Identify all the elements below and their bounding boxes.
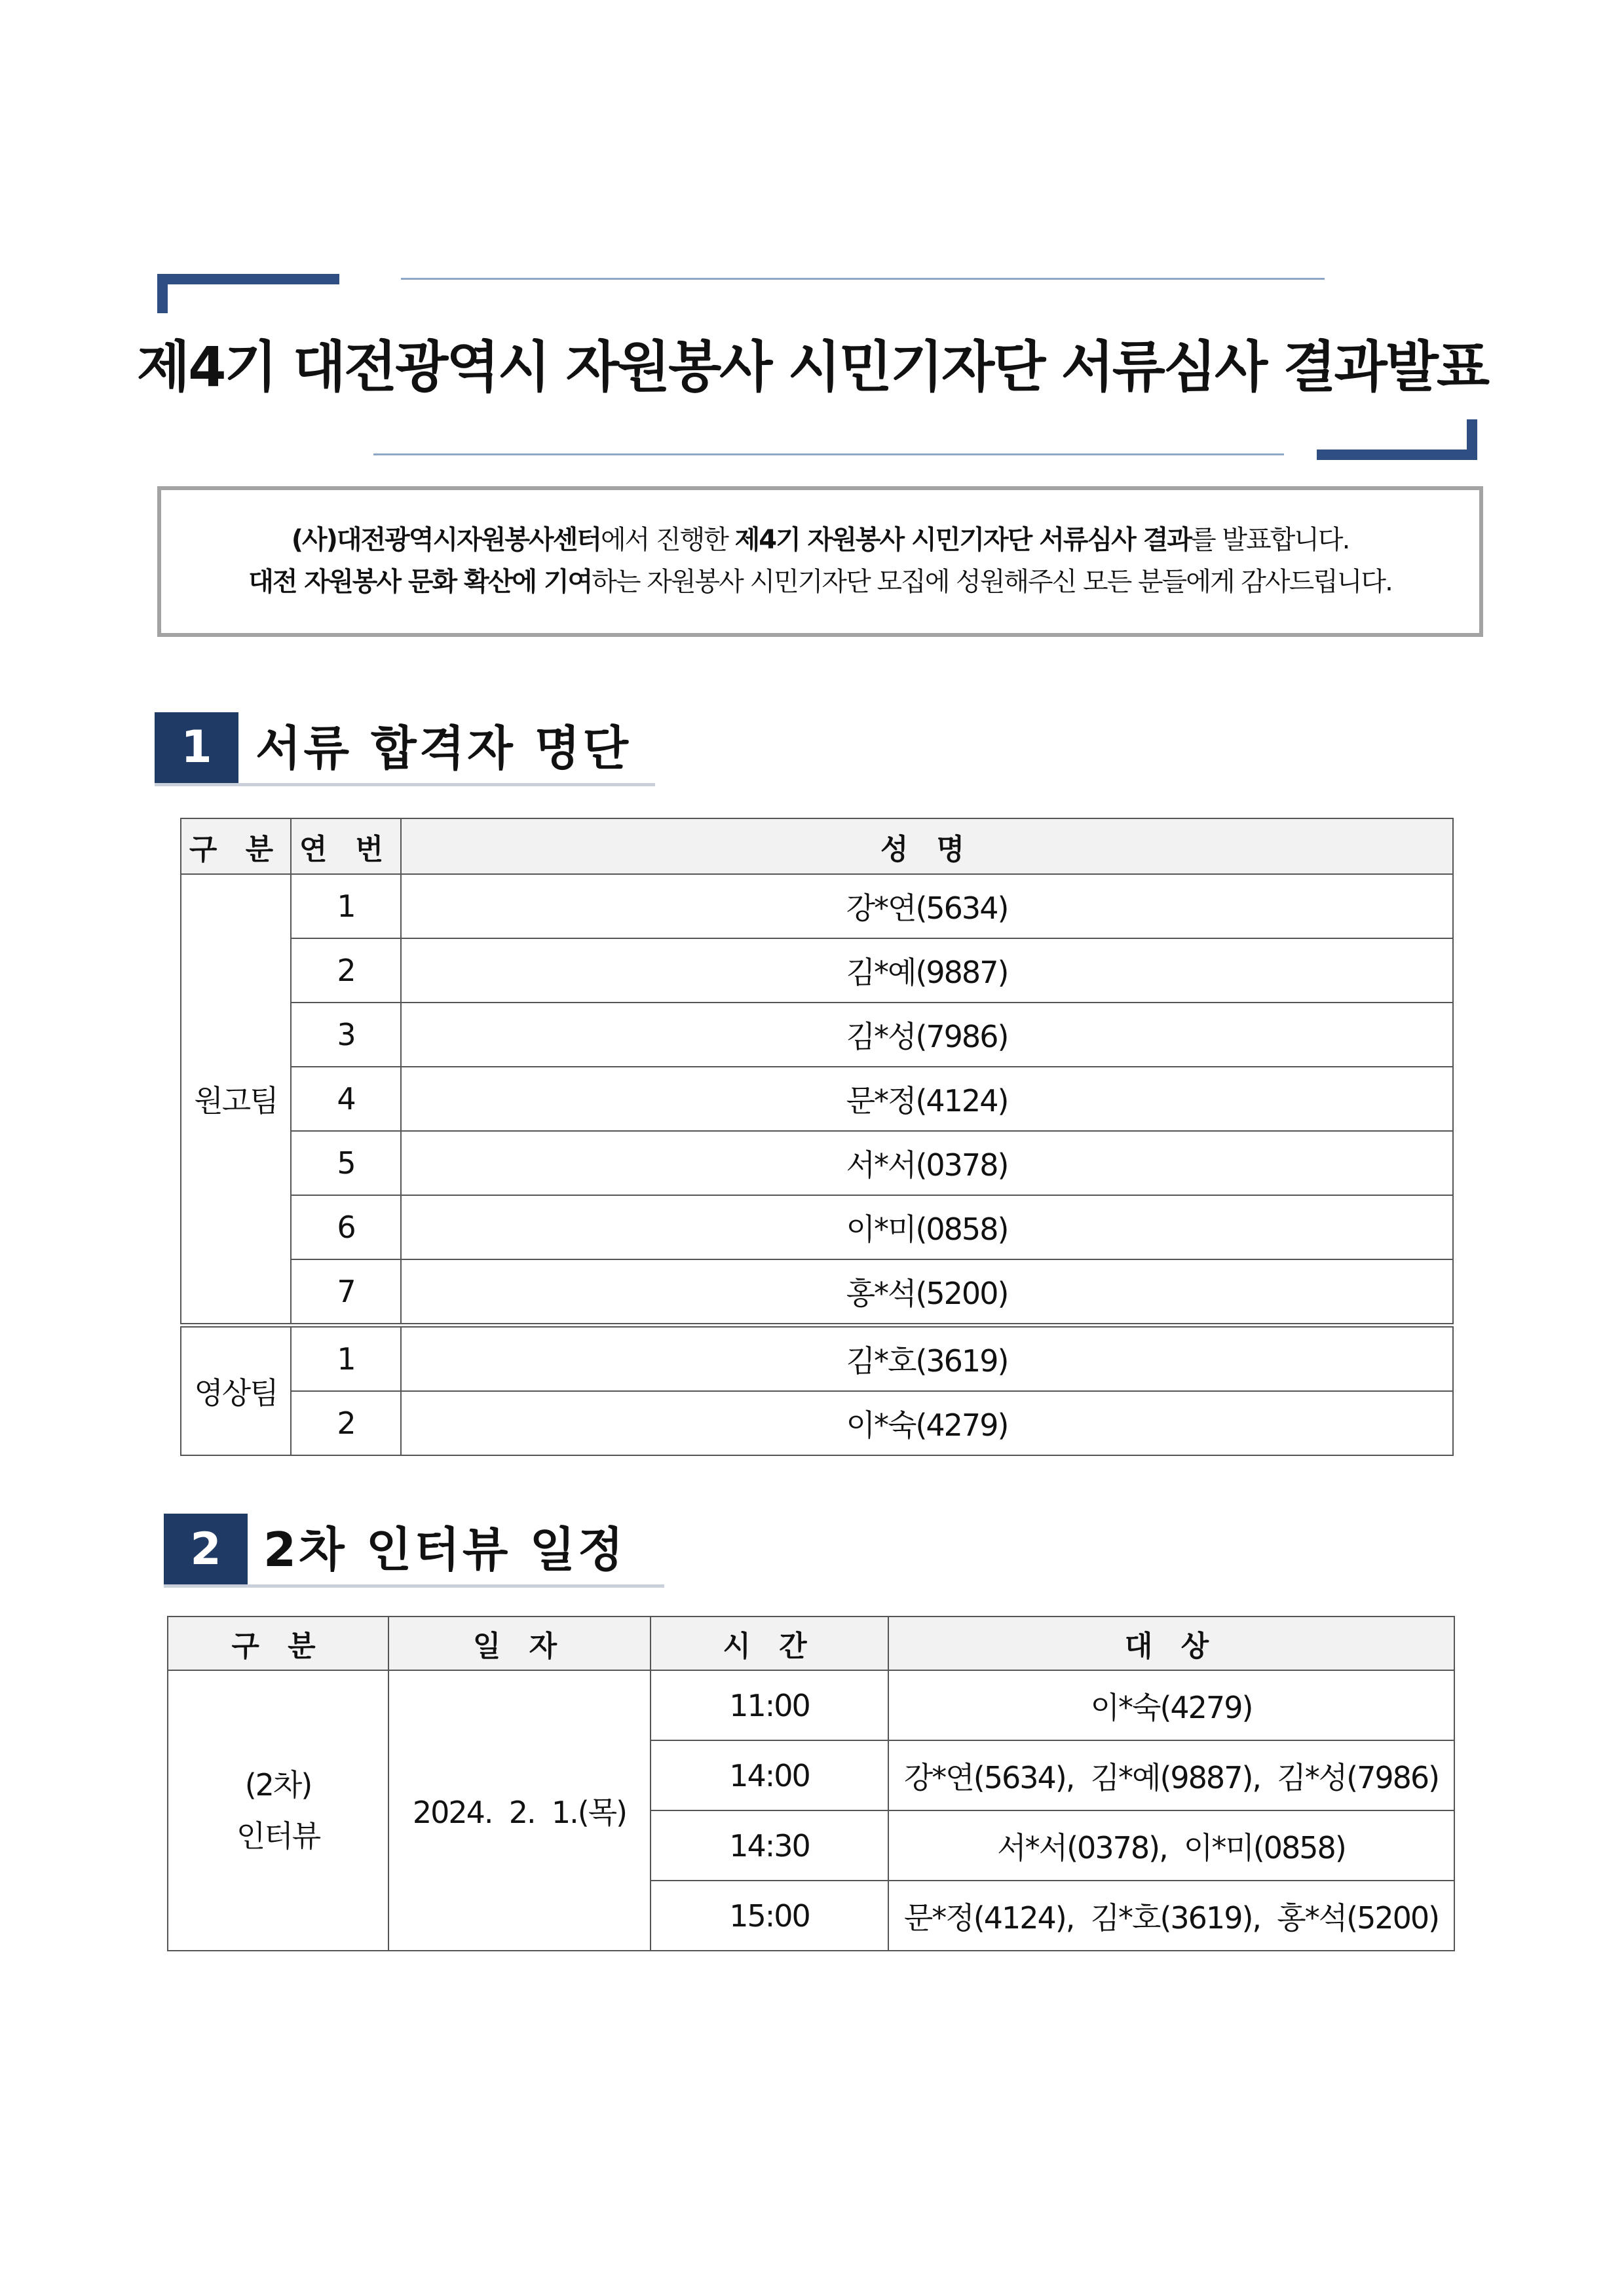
intro-emphasis-2: 제4기 자원봉사 시민기자단 서류심사 결과 (734, 525, 1192, 555)
slot-target: 문*정(4124), 김*호(3619), 홍*석(5200) (888, 1881, 1454, 1951)
header-category: 구 분 (168, 1617, 388, 1670)
header-category: 구 분 (181, 818, 291, 874)
row-name: 강*연(5634) (401, 874, 1453, 938)
intro-text-1: 하는 자원봉사 시민기자단 모집에 성원해주신 모든 분들에게 감사드립니다. (592, 567, 1392, 597)
intro-emphasis-0: 대전 자원봉사 문화 확산에 기여 (248, 567, 592, 597)
document-title: 제4기 대전광역시 자원봉사 시민기자단 서류심사 결과발표 (136, 335, 1488, 399)
row-name: 김*호(3619) (401, 1326, 1453, 1392)
section-2-title: 2차 인터뷰 일정 (263, 1522, 626, 1577)
passer-table (180, 818, 1454, 1456)
title-rule-top (401, 278, 1325, 280)
section-1-number: 1 (155, 712, 238, 783)
table-row (181, 1003, 1453, 1067)
row-name: 문*정(4124) (401, 1067, 1453, 1131)
table-row (181, 874, 1453, 938)
row-number: 7 (291, 1259, 401, 1326)
table-row (181, 1195, 1453, 1259)
header-time: 시 간 (651, 1617, 888, 1670)
row-number: 5 (291, 1131, 401, 1195)
intro-text-3: 를 발표합니다. (1191, 525, 1350, 555)
slot-target: 이*숙(4279) (888, 1670, 1454, 1740)
row-number: 2 (291, 938, 401, 1003)
table-row (181, 1326, 1453, 1392)
title-corner-bottom-horizontal (1317, 450, 1477, 460)
header-name: 성 명 (401, 818, 1453, 874)
interview-table (167, 1616, 1455, 1951)
slot-target: 강*연(5634), 김*예(9887), 김*성(7986) (888, 1740, 1454, 1810)
header-number: 연 번 (291, 818, 401, 874)
row-number: 6 (291, 1195, 401, 1259)
table-row (181, 1067, 1453, 1131)
intro-text-1: 에서 진행한 (600, 525, 735, 555)
row-name: 홍*석(5200) (401, 1259, 1453, 1326)
row-number: 2 (291, 1391, 401, 1455)
intro-line-1 (161, 519, 1479, 561)
title-corner-bottom-vertical (1467, 419, 1477, 460)
row-number: 3 (291, 1003, 401, 1067)
slot-time: 14:30 (651, 1810, 888, 1881)
table-row (181, 1259, 1453, 1326)
title-rule-bottom (373, 453, 1284, 455)
interview-category-line-2: 인터뷰 (236, 1818, 320, 1854)
header-target: 대 상 (888, 1617, 1454, 1670)
section-2-number: 2 (164, 1514, 248, 1586)
row-name: 이*미(0858) (401, 1195, 1453, 1259)
row-number: 1 (291, 874, 401, 938)
table-row (181, 938, 1453, 1003)
table-row (181, 1391, 1453, 1455)
title-corner-top-horizontal (157, 274, 339, 284)
row-name: 김*성(7986) (401, 1003, 1453, 1067)
interview-category (168, 1670, 388, 1951)
intro-box (157, 486, 1483, 637)
intro-emphasis-0: (사)대전광역시자원봉사센터 (291, 525, 601, 555)
passer-table-header (181, 818, 1453, 874)
table-row (181, 1131, 1453, 1195)
row-number: 4 (291, 1067, 401, 1131)
row-name: 서*서(0378) (401, 1131, 1453, 1195)
row-name: 김*예(9887) (401, 938, 1453, 1003)
row-name: 이*숙(4279) (401, 1391, 1453, 1455)
header-date: 일 자 (388, 1617, 651, 1670)
intro-line-2 (161, 561, 1479, 603)
group-label: 영상팀 (181, 1326, 291, 1456)
table-row (168, 1670, 1454, 1740)
title-corner-top-vertical (157, 274, 168, 313)
section-1-underline (155, 783, 655, 786)
slot-time: 14:00 (651, 1740, 888, 1810)
slot-time: 11:00 (651, 1670, 888, 1740)
section-1-title: 서류 합격자 명단 (255, 721, 631, 776)
group-label: 원고팀 (181, 874, 291, 1326)
section-2-underline (164, 1584, 664, 1588)
slot-target: 서*서(0378), 이*미(0858) (888, 1810, 1454, 1881)
interview-category-line-1: (2차) (244, 1767, 312, 1803)
slot-time: 15:00 (651, 1881, 888, 1951)
row-number: 1 (291, 1326, 401, 1392)
interview-table-header (168, 1617, 1454, 1670)
interview-date: 2024. 2. 1.(목) (388, 1670, 651, 1951)
